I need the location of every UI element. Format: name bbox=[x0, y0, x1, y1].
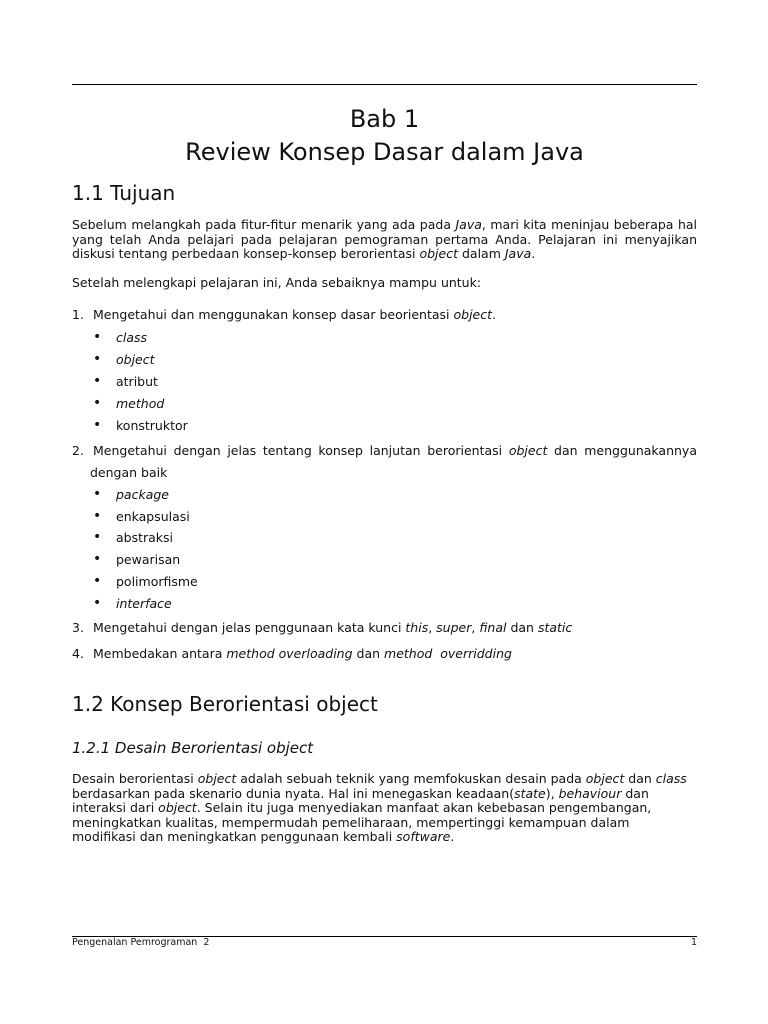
paragraph-line: Desain berorientasi object adalah sebuah teknik yang memfokuskan desain pada object dan class bbox=[72, 771, 687, 786]
bullet-icon: • bbox=[93, 529, 102, 545]
lead-paragraph: Setelah melengkapi pelajaran ini, Anda sebaiknya mampu untuk: bbox=[72, 275, 482, 290]
item-text: Mengetahui dengan jelas penggunaan kata kunci this, super, final dan static bbox=[93, 620, 573, 635]
item-text: Mengetahui dengan jelas tentang konsep lanjutan berorientasi object dan menggunakannya bbox=[93, 443, 697, 458]
bullet-icon: • bbox=[93, 573, 102, 589]
footer-title: Pengenalan Pemrograman 2 bbox=[72, 937, 210, 948]
section-heading-konsep: 1.2 Konsep Berorientasi object bbox=[72, 692, 378, 716]
bullet-icon: • bbox=[93, 351, 102, 367]
header-rule bbox=[72, 84, 697, 85]
bullet-icon: • bbox=[93, 508, 102, 524]
bullet-icon: • bbox=[93, 595, 102, 611]
chapter-title bbox=[72, 103, 697, 169]
page-number: 1 bbox=[690, 937, 697, 948]
paragraph-line: meningkatkan kualitas, mempermudah pemeliharaan, mempertinggi kemampuan dalam bbox=[72, 814, 630, 830]
document-page: Bab 1 Review Konsep Dasar dalam Java 1.1 Tujuan Sebelum melangkah pada fitur-fitur menarik yang ada pada Java, mari kita meninjau beberapa hal yang telah Anda pelajari pada pelajaran pemograman pertama Anda. Pelajaran ini menyajikan diskusi tentang perbedaan konsep-konsep berorientasi object dalam Java. Setelah melengkapi pelajaran ini, Anda sebaiknya mampu untuk: 1. Mengetahui dan menggunakan konsep dasar beorientasi object. • class • object • atribut • method • konstruktor 2. Mengetahui dengan jelas tentang konsep lanjutan berorientasi object dan menggunakannya dengan baik • package • enkapsulasi • abstraksi • pewarisan • polimorfisme • interface 3. Mengetahui dengan jelas penggunaan kata kunci this, super, final dan static 4. Membedakan antara method overloading dan method overridding 1.2 Konsep Berorientasi object 1.2.1 Desain Berorientasi object Desain berorientasi object adalah sebuah teknik yang memfokuskan desain pada object dan class berdasarkan pada skenario dunia nyata. Hal ini menegaskan keadaan(state), behaviour dan interaksi dari object. Selain itu juga menyediakan manfaat akan kebebasan pengembangan, meningkatkan kualitas, mempermudah pemeliharaan, mempertinggi kemampuan dalam modifikasi dan meningkatkan penggunaan kembali software. Pengenalan Pemrograman 2 1 bbox=[72, 0, 697, 1024]
item-number: 2. bbox=[72, 443, 84, 458]
item-number: 1. bbox=[72, 307, 84, 322]
item-text: Mengetahui dan menggunakan konsep dasar beorientasi object. bbox=[93, 307, 496, 322]
bullet-icon: • bbox=[93, 486, 102, 502]
bullet-icon: • bbox=[93, 373, 102, 389]
chapter-number: Bab 1 bbox=[349, 105, 420, 133]
intro-paragraph: Sebelum melangkah pada fitur-fitur menarik yang ada pada Java, mari kita meninjau beberapa hal yang telah Anda pelajari pada pelajaran pemograman pertama Anda. Pelajaran ini menyajikan diskusi tentang perbedaan konsep-konsep berorientasi object dalam Java. bbox=[72, 217, 698, 262]
bullet-icon: • bbox=[93, 551, 102, 567]
desain-paragraph bbox=[72, 772, 697, 845]
paragraph-line: modifikasi dan meningkatkan penggunaan kembali software. bbox=[72, 829, 455, 845]
item-text-continuation: dengan baik bbox=[90, 465, 168, 480]
bullet-icon: • bbox=[93, 329, 102, 345]
item-text: Membedakan antara method overloading dan method overridding bbox=[93, 646, 512, 661]
item-number: 4. bbox=[72, 646, 84, 661]
chapter-name: Review Konsep Dasar dalam Java bbox=[185, 138, 584, 166]
subsection-heading-desain: 1.2.1 Desain Berorientasi object bbox=[72, 739, 314, 757]
item-number: 3. bbox=[72, 620, 84, 635]
bullet-icon: • bbox=[93, 395, 102, 411]
paragraph-line: berdasarkan pada skenario dunia nyata. Hal ini menegaskan keadaan(state), behaviour dan bbox=[72, 785, 649, 801]
section-heading-tujuan: 1.1 Tujuan bbox=[72, 181, 176, 205]
bullet-icon: • bbox=[93, 417, 102, 433]
paragraph-line: interaksi dari object. Selain itu juga menyediakan manfaat akan kebebasan pengembangan, bbox=[72, 800, 652, 816]
